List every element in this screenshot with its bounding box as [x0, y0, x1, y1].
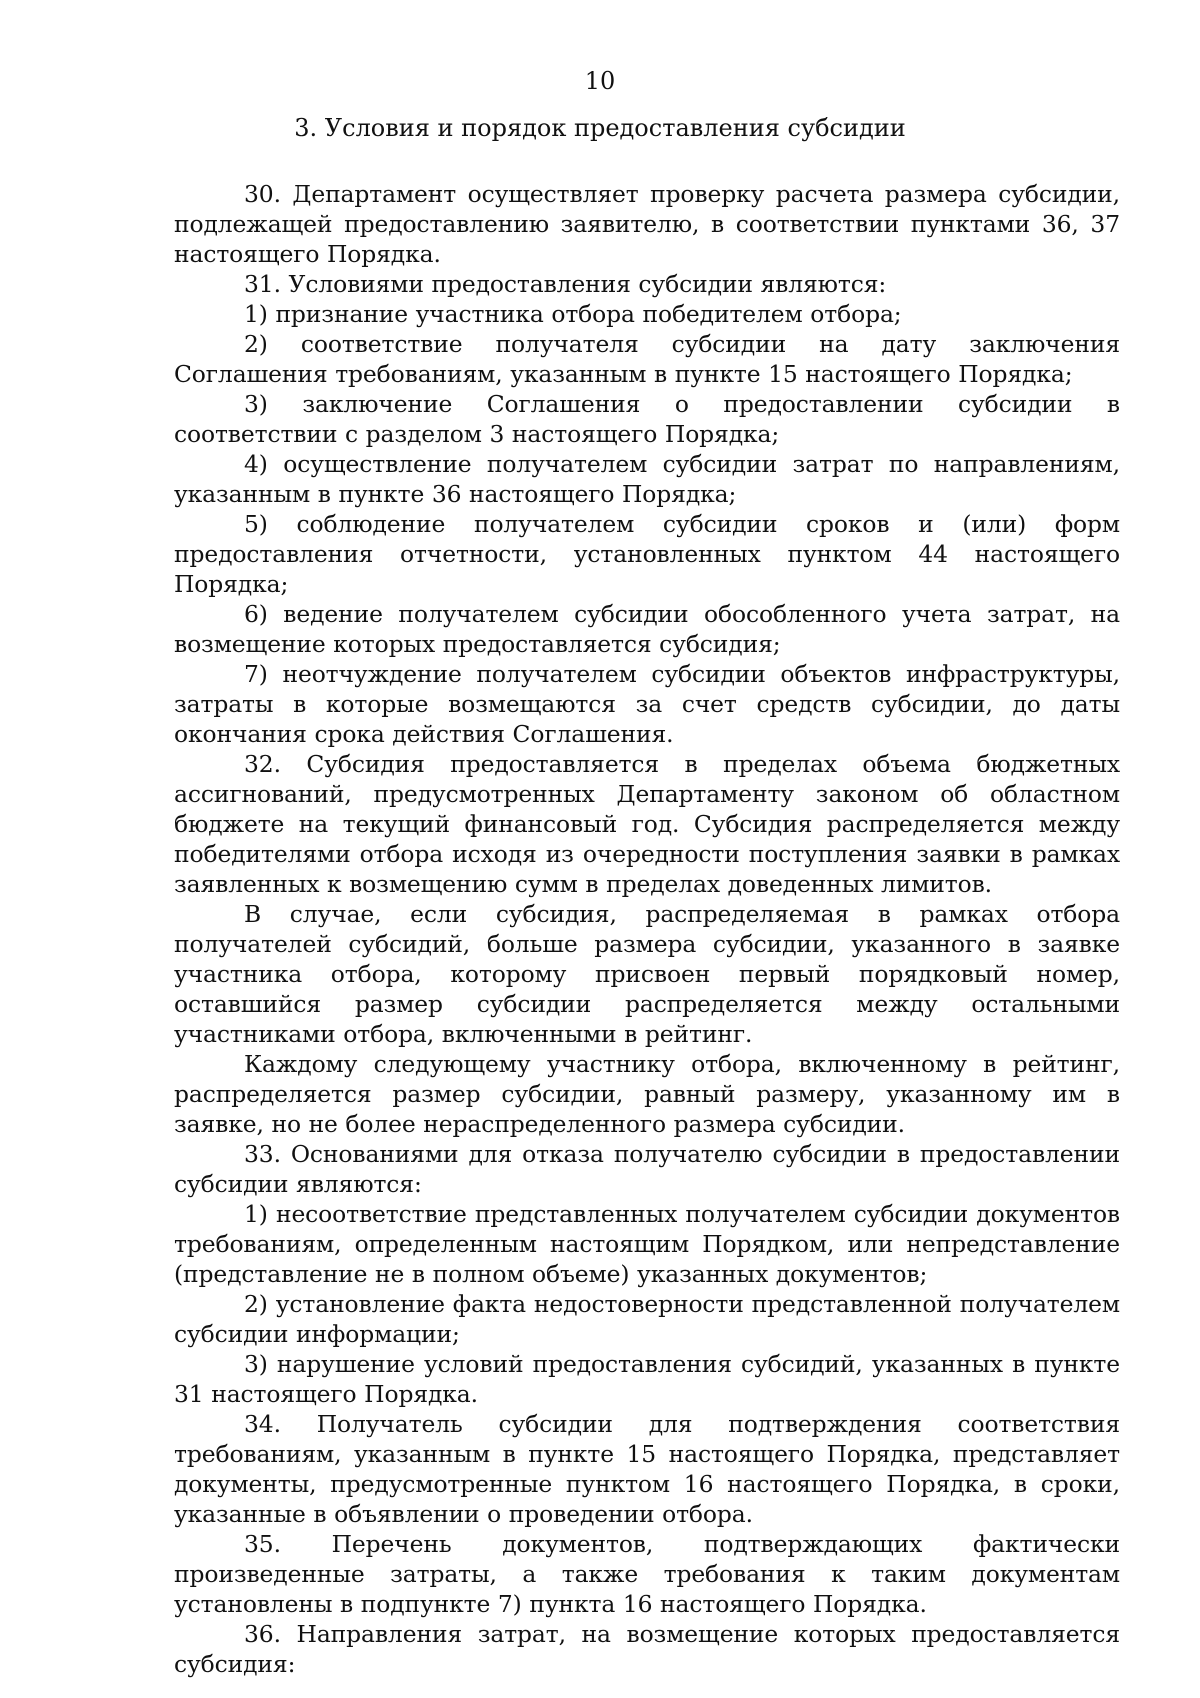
list-item-31-5: 5) соблюдение получателем субсидии сроков и (или) форм предоставления отчетности, установленных пунктом 44 настоящего Порядка; [174, 510, 1120, 598]
paragraph-32-part-2: В случае, если субсидия, распределяемая в рамках отбора получателей субсидий, больше размера субсидии, указанного в заявке участника отбора, которому присвоен первый порядковый номер, оставшийся размер субсидии распределяется между остальными участниками отбора, включенными в рейтинг. [174, 900, 1120, 1048]
paragraph-31: 31. Условиями предоставления субсидии являются: [244, 270, 887, 298]
paragraph-34: 34. Получатель субсидии для подтверждения соответствия требованиям, указанным в пункте 15 настоящего Порядка, представляет документы, предусмотренные пунктом 16 настоящего Порядка, в сроки, указанные в объявлении о проведении отбора. [174, 1410, 1120, 1528]
paragraph-35: 35. Перечень документов, подтверждающих фактически произведенные затраты, а также требования к таким документам установлены в подпункте 7) пункта 16 настоящего Порядка. [174, 1530, 1120, 1618]
paragraph-33: 33. Основаниями для отказа получателю субсидии в предоставлении субсидии являются: [174, 1140, 1120, 1198]
paragraph-32-part-3: Каждому следующему участнику отбора, включенному в рейтинг, распределяется размер субсидии, равный размеру, указанному им в заявке, но не более нераспределенного размера субсидии. [174, 1050, 1120, 1138]
list-item-33-3: 3) нарушение условий предоставления субсидий, указанных в пункте 31 настоящего Порядка. [174, 1350, 1120, 1408]
list-item-31-2: 2) соответствие получателя субсидии на дату заключения Соглашения требованиям, указанным в пункте 15 настоящего Порядка; [174, 330, 1120, 388]
paragraph-36: 36. Направления затрат, на возмещение которых предоставляется субсидия: [174, 1620, 1120, 1678]
list-item-33-1: 1) несоответствие представленных получателем субсидии документов требованиям, определенным настоящим Порядком, или непредставление (представление не в полном объеме) указанных документов; [174, 1200, 1120, 1288]
list-item-33-2: 2) установление факта недостоверности представленной получателем субсидии информации; [174, 1290, 1120, 1348]
section-title: 3. Условия и порядок предоставления субсидии [294, 114, 906, 142]
document-body [174, 179, 1120, 1679]
list-item-31-3: 3) заключение Соглашения о предоставлении субсидии в соответствии с разделом 3 настоящего Порядка; [174, 390, 1120, 448]
list-item-31-4: 4) осуществление получателем субсидии затрат по направлениям, указанным в пункте 36 настоящего Порядка; [174, 450, 1120, 508]
list-item-31-7: 7) неотчуждение получателем субсидии объектов инфраструктуры, затраты в которые возмещаются за счет средств субсидии, до даты окончания срока действия Соглашения. [174, 660, 1120, 748]
paragraph-32: 32. Субсидия предоставляется в пределах объема бюджетных ассигнований, предусмотренных Департаменту законом об областном бюджете на текущий финансовый год. Субсидия распределяется между победителями отбора исходя из очередности поступления заявки в рамках заявленных к возмещению сумм в пределах доведенных лимитов. [174, 750, 1120, 898]
list-item-31-6: 6) ведение получателем субсидии обособленного учета затрат, на возмещение которых предоставляется субсидия; [174, 600, 1120, 658]
list-item-31-1: 1) признание участника отбора победителем отбора; [244, 300, 902, 328]
page-number: 10 [584, 67, 616, 95]
paragraph-30: 30. Департамент осуществляет проверку расчета размера субсидии, подлежащей предоставлению заявителю, в соответствии пунктами 36, 37 настоящего Порядка. [174, 180, 1120, 268]
